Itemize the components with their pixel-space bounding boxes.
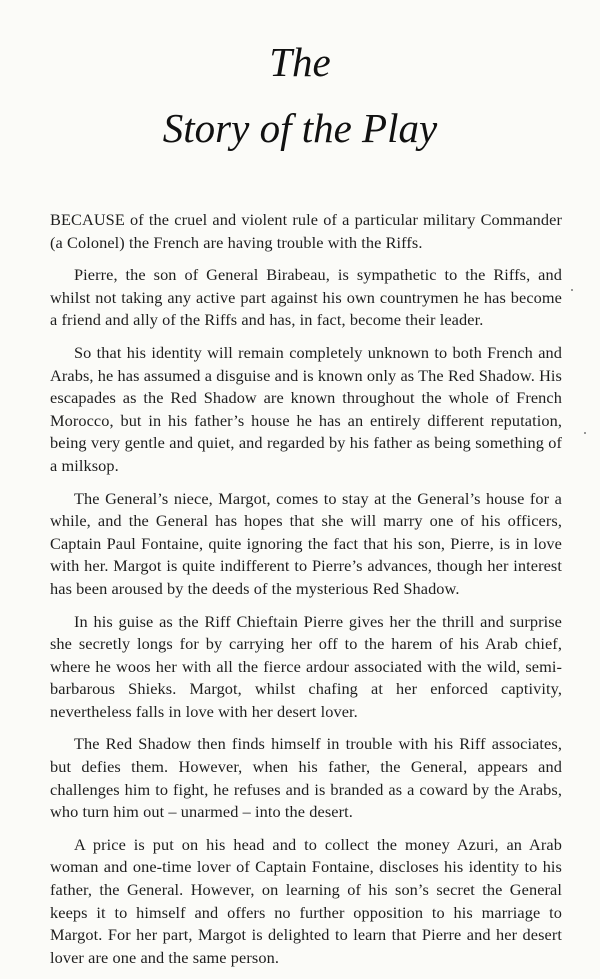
print-speck [571, 289, 573, 291]
title-line-2: Story of the Play [162, 105, 438, 151]
paragraph-4: The General’s niece, Margot, comes to stay at the General’s house for a while, and the General has hopes that she will marry one of his officers, Captain Paul Fontaine, quite ignoring the fact that his son, Pierre, is in love with her. Margot is quite indifferent to Pierre’s advances, though her interest has been aroused by the deeds of the mysterious Red Shadow. [50, 488, 562, 598]
paragraph-5: In his guise as the Riff Chieftain Pierre gives her the thrill and surprise she secretly longs for by carrying her off to the harem of his Arab chief, where he woos her with all the fierce ardour associated with the wild, semi-barbarous Shieks. Margot, whilst chafing at her enforced captivity, nevertheless falls in love with her desert lover. [50, 611, 562, 721]
paragraph-7: A price is put on his head and to collect the money Azuri, an Arab woman and one-time lover of Captain Fontaine, discloses his identity to his father, the General. However, on learning of his son’s secret the General keeps it to himself and offers no further opposition to his marriage to Margot. For her part, Margot is delighted to learn that Pierre and her desert lover are one and the same person. [50, 834, 562, 967]
paragraph-1: BECAUSE of the cruel and violent rule of a particular military Commander (a Colonel) the French are having trouble with the Riffs. [50, 210, 562, 252]
paragraph-6: The Red Shadow then finds himself in trouble with his Riff associates, but defies them. However, when his father, the General, appears and challenges him to fight, he refuses and is branded as a coward by the Arabs, who turn him out – unarmed – into the desert. [50, 734, 562, 822]
paragraph-2: Pierre, the son of General Birabeau, is sympathetic to the Riffs, and whilst not taking any active part against his own countrymen he has become a friend and ally of the Riffs and has, in fact, become their leader. [50, 265, 562, 330]
paragraph-3: So that his identity will remain completely unknown to both French and Arabs, he has assumed a disguise and is known only as The Red Shadow. His escapades as the Red Shadow are known throughout the whole of French Morocco, but in his father’s house he has an entirely different reputation, being very gentle and quiet, and regarded by his father as being something of a milksop. [50, 342, 562, 475]
print-speck [584, 432, 586, 434]
story-text [50, 209, 562, 979]
title-line-1: The [269, 39, 331, 85]
